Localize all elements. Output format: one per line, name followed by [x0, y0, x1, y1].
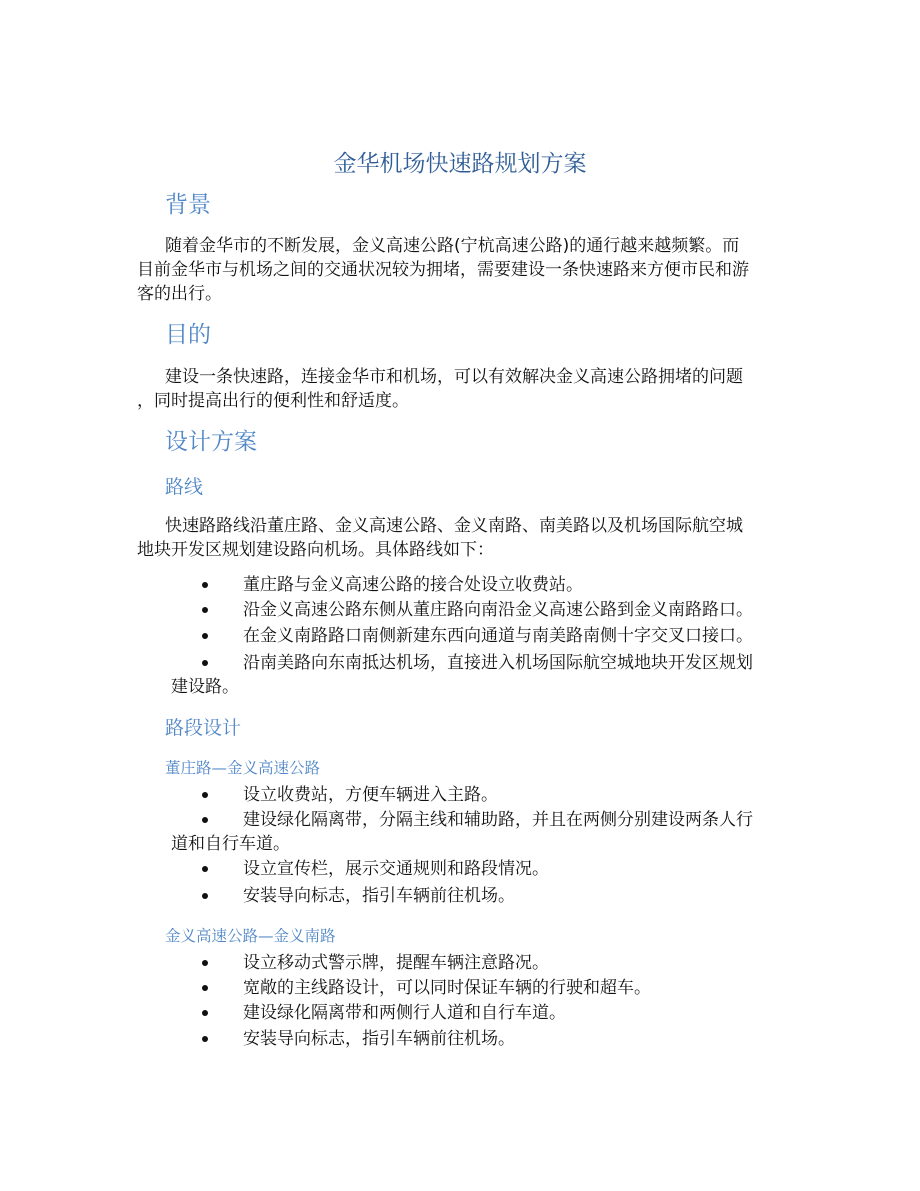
paragraph-line: 地块开发区规划建设路向机场。具体路线如下： [137, 540, 494, 560]
bullet-icon [202, 985, 208, 991]
list-item: 设立收费站，方便车辆进入主路。 [243, 785, 498, 805]
paragraph-line: ，同时提高出行的便利性和舒适度。 [137, 391, 409, 411]
list-item: 建设绿化隔离带，分隔主线和辅助路，并且在两侧分别建设两条人行 [243, 810, 753, 830]
list-item: 宽敞的主线路设计，可以同时保证车辆的行驶和超车。 [243, 978, 651, 998]
list-item: 设立宣传栏，展示交通规则和路段情况。 [243, 859, 549, 879]
paragraph-line: 客的出行。 [137, 284, 222, 304]
list-item: 董庄路与金义高速公路的接合处设立收费站。 [243, 575, 583, 595]
bullet-icon [202, 960, 208, 966]
list-item: 安装导向标志，指引车辆前往机场。 [243, 886, 515, 906]
document-title: 金华机场快速路规划方案 [333, 151, 587, 177]
list-item: 安装导向标志，指引车辆前往机场。 [243, 1029, 515, 1049]
heading-segment-2: 金义高速公路—金义南路 [165, 927, 336, 945]
heading-purpose: 目的 [165, 322, 211, 348]
list-item: 在金义南路路口南侧新建东西向通道与南美路南侧十字交叉口接口。 [243, 626, 753, 646]
bullet-icon [202, 633, 208, 639]
list-item: 建设绿化隔离带和两侧行人道和自行车道。 [243, 1003, 566, 1023]
paragraph-line: 快速路路线沿董庄路、金义高速公路、金义南路、南美路以及机场国际航空城 [165, 516, 743, 536]
bullet-icon [202, 607, 208, 613]
paragraph-line: 目前金华市与机场之间的交通状况较为拥堵，需要建设一条快速路来方便市民和游 [137, 260, 749, 280]
list-item-continuation: 建设路。 [171, 677, 239, 697]
heading-segment-1: 董庄路—金义高速公路 [165, 759, 321, 777]
bullet-icon [202, 893, 208, 899]
heading-background: 背景 [165, 192, 211, 218]
heading-route: 路线 [165, 476, 204, 498]
paragraph-line: 建设一条快速路，连接金华市和机场，可以有效解决金义高速公路拥堵的问题 [165, 367, 743, 387]
bullet-icon [202, 817, 208, 823]
bullet-icon [202, 792, 208, 798]
bullet-icon [202, 582, 208, 588]
list-item: 沿金义高速公路东侧从董庄路向南沿金义高速公路到金义南路路口。 [243, 600, 753, 620]
list-item: 沿南美路向东南抵达机场，直接进入机场国际航空城地块开发区规划 [243, 653, 753, 673]
list-item-continuation: 道和自行车道。 [171, 834, 290, 854]
paragraph-line: 随着金华市的不断发展，金义高速公路(宁杭高速公路)的通行越来越频繁。而 [165, 236, 740, 256]
heading-design: 设计方案 [165, 429, 257, 455]
heading-segments: 路段设计 [165, 717, 242, 739]
bullet-icon [202, 1010, 208, 1016]
bullet-icon [202, 660, 208, 666]
bullet-icon [202, 1036, 208, 1042]
list-item: 设立移动式警示牌，提醒车辆注意路况。 [243, 953, 549, 973]
bullet-icon [202, 866, 208, 872]
